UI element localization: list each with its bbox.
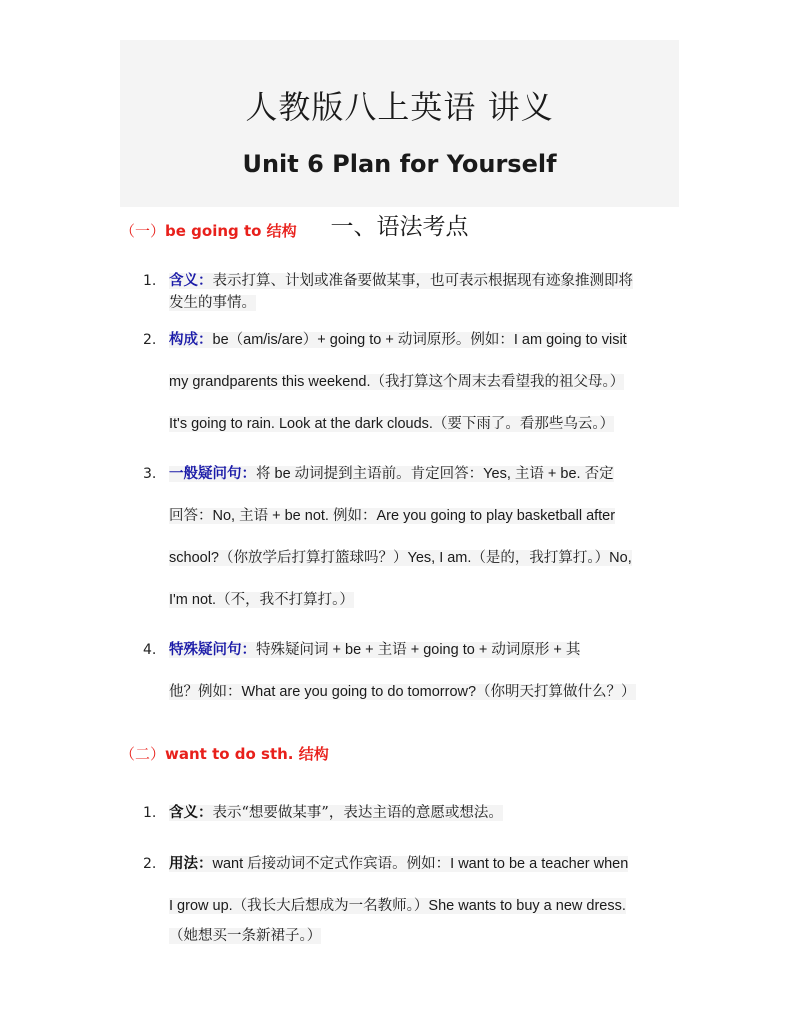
item-line: be（am/is/are）+ going to + 动词原形。例如：I am going to visit [212, 332, 627, 348]
item-line: my grandparents this weekend.（我打算这个周末去看望我的祖父母。） [169, 374, 625, 390]
item-number: 3. [143, 466, 157, 482]
item-line: （她想买一条新裙子。） [169, 928, 322, 944]
section2-heading-prefix: （二） [120, 745, 166, 763]
item-number: 1. [143, 273, 157, 289]
section2-heading-text: want to do sth. 结构 [165, 745, 329, 763]
item-line: 回答：No, 主语 + be not. 例如：Are you going to play basketball after [169, 508, 616, 524]
section1-heading-text: be going to 结构 [165, 222, 297, 240]
item-term: 含义： [169, 804, 213, 821]
item-line: I'm not.（不，我不打算打。） [169, 592, 354, 608]
list-item [143, 629, 681, 713]
item-line: I grow up.（我长大后想成为一名教师。）She wants to buy a new dress. [169, 898, 626, 914]
list-item [143, 843, 681, 945]
section1-heading [120, 220, 297, 241]
item-line: want 后接动词不定式作宾语。例如：I want to be a teacher when [212, 856, 629, 872]
item-number: 4. [143, 642, 157, 658]
list-item [143, 792, 681, 834]
item-number: 1. [143, 805, 157, 821]
list-item [143, 453, 681, 621]
item-line: It's going to rain. Look at the dark clouds.（要下雨了。看那些乌云。） [169, 416, 615, 432]
item-term: 用法： [169, 855, 213, 872]
item-term: 含义： [169, 272, 213, 289]
document-title: 人教版八上英语 讲义 [245, 88, 554, 126]
item-line: 表示打算、计划或准备要做某事，也可表示根据现有迹象推测即将 [212, 273, 633, 289]
item-line: school?（你放学后打算打篮球吗？）Yes, I am.（是的，我打算打。）No, [169, 550, 632, 566]
item-line: 表示“想要做某事”，表达主语的意愿或想法。 [212, 805, 503, 821]
item-term: 一般疑问句： [169, 465, 256, 482]
item-term: 构成： [169, 331, 213, 348]
unit-subtitle: Unit 6 Plan for Yourself [242, 150, 557, 178]
item-number: 2. [143, 856, 157, 872]
item-term: 特殊疑问句： [169, 641, 256, 658]
section1-heading-prefix: （一） [120, 222, 166, 240]
item-number: 2. [143, 332, 157, 348]
list-item [143, 319, 681, 445]
item-line: 发生的事情。 [169, 295, 256, 311]
list-item [143, 270, 681, 314]
item-line: 特殊疑问词 + be + 主语 + going to + 动词原形 + 其 [256, 642, 581, 658]
item-line: 他？例如：What are you going to do tomorrow?（你明天打算做什么？） [169, 684, 636, 700]
section2-heading [120, 743, 329, 764]
grammar-section-heading: 一、语法考点 [330, 214, 469, 240]
item-line: 将 be 动词提到主语前。肯定回答：Yes, 主语 + be. 否定 [256, 466, 614, 482]
